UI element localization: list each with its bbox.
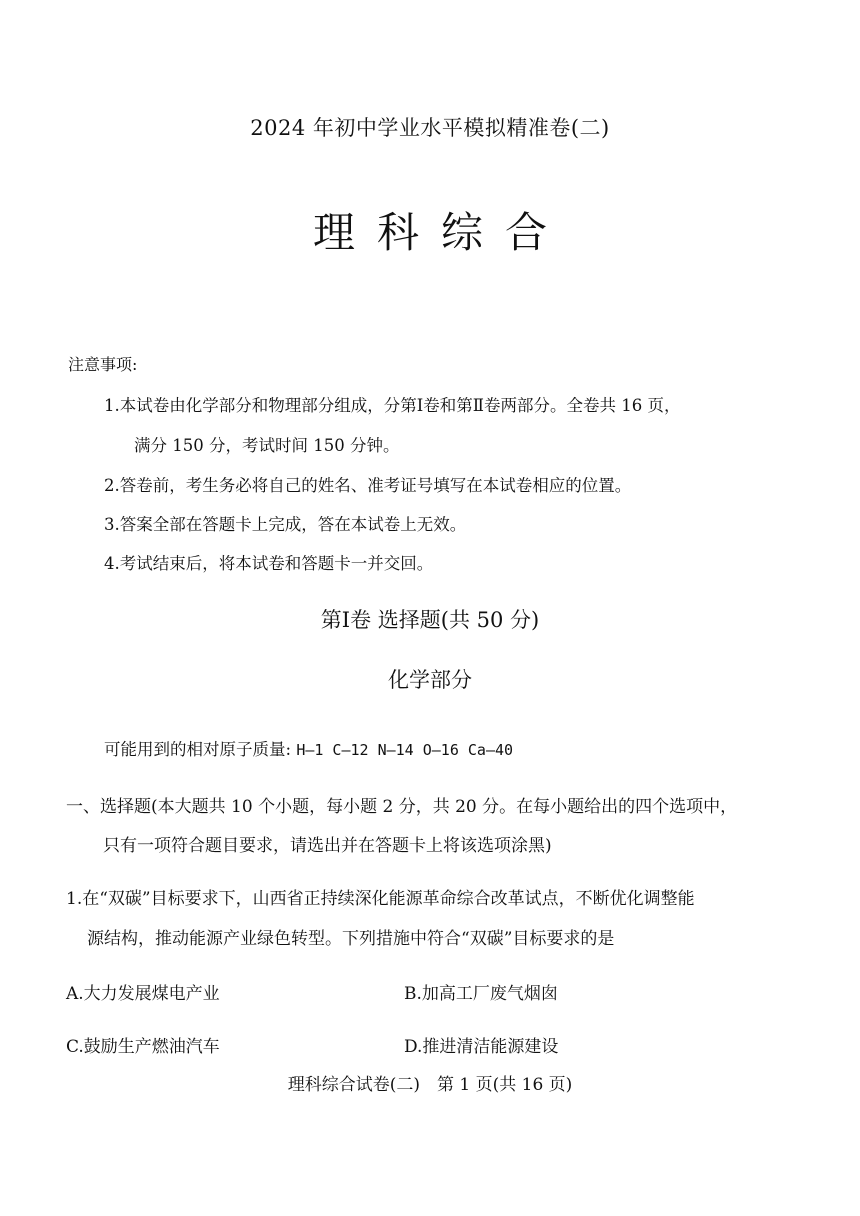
question-1-option-d: D.推进清洁能源建设 [404, 1037, 559, 1057]
notice-item-4: 4.考试结束后，将本试卷和答题卡一并交回。 [104, 554, 434, 573]
notice-item-1-continued: 满分 150 分，考试时间 150 分钟。 [134, 436, 400, 455]
instructions-line-2: 只有一项符合题目要求，请选出并在答题卡上将该选项涂黑) [103, 836, 552, 856]
atomic-masses-line [104, 736, 513, 760]
notice-item-2: 2.答卷前，考生务必将自己的姓名、准考证号填写在本试卷相应的位置。 [104, 476, 632, 495]
question-1-option-c: C.鼓励生产燃油汽车 [66, 1037, 220, 1057]
notice-heading: 注意事项: [68, 355, 138, 374]
notice-item-1: 1.本试卷由化学部分和物理部分组成，分第Ⅰ卷和第Ⅱ卷两部分。全卷共 16 页， [104, 396, 681, 415]
question-1-option-a: A.大力发展煤电产业 [66, 984, 220, 1004]
notice-item-3: 3.答案全部在答题卡上完成，答在本试卷上无效。 [104, 515, 467, 534]
question-1-line-1: 1.在“双碳”目标要求下，山西省正持续深化能源革命综合改革试点，不断优化调整能 [66, 889, 695, 909]
question-1-option-b: B.加高工厂废气烟囱 [404, 984, 558, 1004]
instructions-line-1: 一、选择题(本大题共 10 个小题，每小题 2 分，共 20 分。在每小题给出的四个选项中， [66, 797, 738, 817]
exam-title: 2024 年初中学业水平模拟精准卷(二) [250, 116, 610, 140]
question-1-line-2: 源结构，推动能源产业绿色转型。下列措施中符合“双碳”目标要求的是 [87, 929, 615, 949]
page-footer: 理科综合试卷(二) 第 1 页(共 16 页) [287, 1075, 573, 1095]
subject-title: 理科综合 [312, 208, 569, 257]
section-title: 第Ⅰ卷 选择题(共 50 分) [320, 608, 540, 632]
part-title: 化学部分 [388, 668, 472, 692]
atomic-masses-label: 可能用到的相对原子质量: [104, 740, 292, 759]
atomic-masses-values: H—1 C—12 N—14 O—16 Ca—40 [296, 741, 514, 759]
